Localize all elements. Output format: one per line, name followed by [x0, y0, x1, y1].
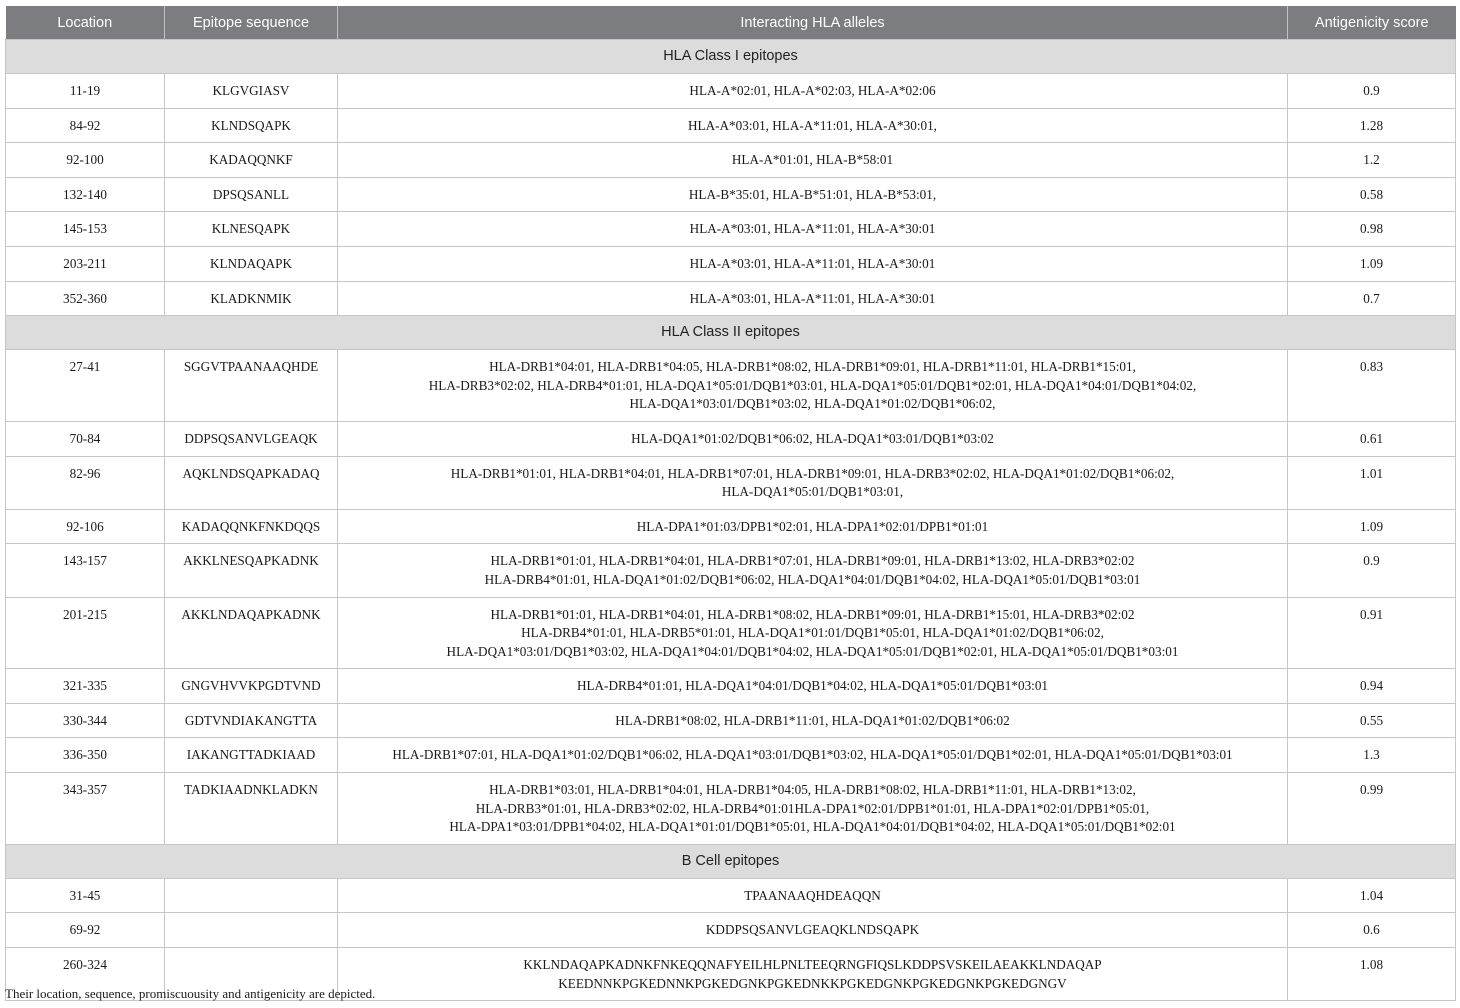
cell-sequence: KADAQQNKF — [165, 143, 338, 178]
allele-line: HLA-DQA1*01:02/DQB1*06:02, HLA-DQA1*03:01/DQB1*03:02 — [631, 430, 994, 446]
cell-sequence: AQKLNDSQAPKADAQ — [165, 456, 338, 509]
cell-location: 31-45 — [6, 878, 165, 913]
cell-alleles — [338, 74, 1288, 109]
cell-alleles — [338, 108, 1288, 143]
cell-sequence: DDPSQSANVLGEAQK — [165, 421, 338, 456]
table-row — [6, 913, 1456, 948]
table-row — [6, 509, 1456, 544]
cell-score: 0.9 — [1288, 74, 1456, 109]
cell-location: 330-344 — [6, 703, 165, 738]
cell-score: 1.2 — [1288, 143, 1456, 178]
cell-score: 0.7 — [1288, 281, 1456, 316]
cell-score: 1.28 — [1288, 108, 1456, 143]
cell-score: 0.58 — [1288, 177, 1456, 212]
cell-score: 0.61 — [1288, 421, 1456, 456]
cell-score: 0.99 — [1288, 773, 1456, 845]
cell-sequence: KLNDSQAPK — [165, 108, 338, 143]
cell-sequence: GDTVNDIAKANGTTA — [165, 703, 338, 738]
table-row — [6, 246, 1456, 281]
allele-line: HLA-DRB1*01:01, HLA-DRB1*04:01, HLA-DRB1*08:02, HLA-DRB1*09:01, HLA-DRB1*15:01, HLA-DRB3*02:02 — [490, 606, 1135, 622]
cell-location: 69-92 — [6, 913, 165, 948]
cell-location: 336-350 — [6, 738, 165, 773]
allele-line: HLA-DPA1*01:03/DPB1*02:01, HLA-DPA1*02:01/DPB1*01:01 — [636, 518, 989, 534]
cell-location: 352-360 — [6, 281, 165, 316]
section-row — [6, 316, 1456, 350]
section-title: HLA Class I epitopes — [6, 40, 1456, 74]
cell-score: 0.6 — [1288, 913, 1456, 948]
allele-line: HLA-DRB1*04:01, HLA-DRB1*04:05, HLA-DRB1*08:02, HLA-DRB1*09:01, HLA-DRB1*11:01, HLA-DRB1*15:01, — [489, 359, 1136, 375]
table-row — [6, 350, 1456, 422]
allele-line: HLA-DQA1*05:01/DQB1*03:01, — [721, 484, 904, 500]
table-row — [6, 177, 1456, 212]
cell-alleles — [338, 948, 1288, 1001]
cell-alleles — [338, 597, 1288, 669]
cell-location: 11-19 — [6, 74, 165, 109]
allele-line: HLA-DQA1*03:01/DQB1*03:02, HLA-DQA1*04:01/DQB1*04:02, HLA-DQA1*05:01/DQB1*02:01, HLA-DQA1*05:01/DQB1*03:01 — [446, 643, 1179, 659]
allele-line: HLA-A*01:01, HLA-B*58:01 — [731, 152, 894, 168]
cell-alleles — [338, 669, 1288, 704]
cell-sequence: IAKANGTTADKIAAD — [165, 738, 338, 773]
header-sequence: Epitope sequence — [165, 6, 338, 40]
table-row — [6, 456, 1456, 509]
cell-alleles — [338, 878, 1288, 913]
cell-score: 0.83 — [1288, 350, 1456, 422]
cell-sequence: SGGVTPAANAAQHDE — [165, 350, 338, 422]
cell-sequence — [165, 913, 338, 948]
cell-location: 27-41 — [6, 350, 165, 422]
cell-sequence: KLGVGIASV — [165, 74, 338, 109]
cell-sequence: AKKLNESQAPKADNK — [165, 544, 338, 597]
cell-alleles — [338, 212, 1288, 247]
cell-sequence: KLADKNMIK — [165, 281, 338, 316]
table-body — [6, 40, 1456, 1001]
allele-line: HLA-B*35:01, HLA-B*51:01, HLA-B*53:01, — [688, 186, 937, 202]
cell-score: 0.91 — [1288, 597, 1456, 669]
table-row — [6, 143, 1456, 178]
table-row — [6, 738, 1456, 773]
table-row — [6, 281, 1456, 316]
cell-score: 0.9 — [1288, 544, 1456, 597]
epitope-table — [5, 6, 1456, 1001]
allele-line: KKLNDAQAPKADNKFNKEQQNAFYEILHLPNLTEEQRNGFIQSLKDDPSVSKEILAEAKKLNDAQAP — [523, 957, 1102, 973]
cell-alleles — [338, 421, 1288, 456]
cell-alleles — [338, 350, 1288, 422]
table-header — [6, 6, 1456, 40]
allele-line: KDDPSQSANVLGEAQKLNDSQAPK — [705, 922, 920, 938]
cell-sequence: TADKIAADNKLADKN — [165, 773, 338, 845]
allele-line: HLA-DPA1*03:01/DPB1*04:02, HLA-DQA1*01:01/DQB1*05:01, HLA-DQA1*04:01/DQB1*04:02, HLA-DQA1*05:01/DQB1*02:01 — [449, 819, 1176, 835]
table-row — [6, 421, 1456, 456]
allele-line: HLA-A*03:01, HLA-A*11:01, HLA-A*30:01, — [688, 117, 937, 133]
section-row — [6, 844, 1456, 878]
section-title: B Cell epitopes — [6, 844, 1456, 878]
cell-location: 203-211 — [6, 246, 165, 281]
epitope-table-container — [5, 6, 1455, 1001]
cell-alleles — [338, 246, 1288, 281]
allele-line: HLA-DRB1*01:01, HLA-DRB1*04:01, HLA-DRB1*07:01, HLA-DRB1*09:01, HLA-DRB3*02:02, HLA-DQA1*01:02/DQB1*06:02, — [450, 465, 1175, 481]
cell-score: 0.55 — [1288, 703, 1456, 738]
header-score: Antigenicity score — [1288, 6, 1456, 40]
allele-line: HLA-DRB3*01:01, HLA-DRB3*02:02, HLA-DRB4*01:01HLA-DPA1*02:01/DPB1*01:01, HLA-DPA1*02:01/DPB1*05:01, — [475, 800, 1150, 816]
cell-sequence: DPSQSANLL — [165, 177, 338, 212]
cell-alleles — [338, 281, 1288, 316]
cell-score: 1.3 — [1288, 738, 1456, 773]
allele-line: HLA-DRB1*03:01, HLA-DRB1*04:01, HLA-DRB1*04:05, HLA-DRB1*08:02, HLA-DRB1*11:01, HLA-DRB1*13:02, — [489, 782, 1136, 798]
allele-line: HLA-DRB4*01:01, HLA-DQA1*04:01/DQB1*04:02, HLA-DQA1*05:01/DQB1*03:01 — [576, 678, 1049, 694]
cell-alleles — [338, 143, 1288, 178]
cell-alleles — [338, 913, 1288, 948]
table-row — [6, 108, 1456, 143]
header-alleles: Interacting HLA alleles — [338, 6, 1288, 40]
cell-score: 1.01 — [1288, 456, 1456, 509]
table-row — [6, 597, 1456, 669]
allele-line: HLA-DRB3*02:02, HLA-DRB4*01:01, HLA-DQA1*05:01/DQB1*03:01, HLA-DQA1*05:01/DQB1*02:01, HLA-DQA1*04:01/DQB1*04:02, — [428, 377, 1197, 393]
table-row — [6, 544, 1456, 597]
cell-alleles — [338, 703, 1288, 738]
allele-line: HLA-DRB4*01:01, HLA-DRB5*01:01, HLA-DQA1*01:01/DQB1*05:01, HLA-DQA1*01:02/DQB1*06:02, — [521, 625, 1104, 641]
cell-score: 1.09 — [1288, 509, 1456, 544]
cell-location: 201-215 — [6, 597, 165, 669]
allele-line: HLA-DRB1*08:02, HLA-DRB1*11:01, HLA-DQA1*01:02/DQB1*06:02 — [615, 712, 1010, 728]
cell-location: 343-357 — [6, 773, 165, 845]
cell-location: 145-153 — [6, 212, 165, 247]
cell-sequence — [165, 878, 338, 913]
cell-score: 1.04 — [1288, 878, 1456, 913]
cell-sequence: KLNDAQAPK — [165, 246, 338, 281]
cell-location: 84-92 — [6, 108, 165, 143]
cell-alleles — [338, 177, 1288, 212]
allele-line: HLA-DRB1*01:01, HLA-DRB1*04:01, HLA-DRB1*07:01, HLA-DRB1*09:01, HLA-DRB1*13:02, HLA-DRB3*02:02 — [490, 553, 1135, 569]
header-location: Location — [6, 6, 165, 40]
cell-alleles — [338, 509, 1288, 544]
allele-line: HLA-DRB4*01:01, HLA-DQA1*01:02/DQB1*06:02, HLA-DQA1*04:01/DQB1*04:02, HLA-DQA1*05:01/DQB1*03:01 — [484, 571, 1141, 587]
cell-alleles — [338, 738, 1288, 773]
cell-location: 321-335 — [6, 669, 165, 704]
table-row — [6, 669, 1456, 704]
cell-sequence: KADAQQNKFNKDQQS — [165, 509, 338, 544]
allele-line: KEEDNNKPGKEDNNKPGKEDGNKPGKEDNKKPGKEDGNKPGKEDGNKPGKEDGNGV — [558, 975, 1067, 991]
cell-location: 92-100 — [6, 143, 165, 178]
section-title: HLA Class II epitopes — [6, 316, 1456, 350]
table-row — [6, 212, 1456, 247]
cell-sequence: AKKLNDAQAPKADNK — [165, 597, 338, 669]
allele-line: HLA-A*02:01, HLA-A*02:03, HLA-A*02:06 — [689, 83, 936, 98]
table-row — [6, 703, 1456, 738]
cell-score: 0.98 — [1288, 212, 1456, 247]
cell-location: 260-324 — [6, 948, 165, 1001]
cell-score: 0.94 — [1288, 669, 1456, 704]
cell-alleles — [338, 456, 1288, 509]
cell-alleles — [338, 544, 1288, 597]
allele-line: HLA-A*03:01, HLA-A*11:01, HLA-A*30:01 — [689, 290, 936, 306]
cell-sequence: KLNESQAPK — [165, 212, 338, 247]
cell-score: 1.09 — [1288, 246, 1456, 281]
table-row — [6, 74, 1456, 109]
cell-alleles — [338, 773, 1288, 845]
table-row — [6, 773, 1456, 845]
allele-line: HLA-DRB1*07:01, HLA-DQA1*01:02/DQB1*06:02, HLA-DQA1*03:01/DQB1*03:02, HLA-DQA1*05:01/DQB1*02:01, HLA-DQA1*05:01/DQB1*03:01 — [392, 747, 1233, 763]
cell-location: 132-140 — [6, 177, 165, 212]
cell-location: 92-106 — [6, 509, 165, 544]
allele-line: HLA-DQA1*03:01/DQB1*03:02, HLA-DQA1*01:02/DQB1*06:02, — [629, 396, 996, 412]
section-row — [6, 40, 1456, 74]
table-footnote: Their location, sequence, promiscuousity and antigenicity are depicted. — [5, 986, 376, 1001]
cell-location: 143-157 — [6, 544, 165, 597]
cell-score: 1.08 — [1288, 948, 1456, 1001]
table-row — [6, 878, 1456, 913]
allele-line: HLA-A*03:01, HLA-A*11:01, HLA-A*30:01 — [689, 221, 936, 237]
cell-location: 82-96 — [6, 456, 165, 509]
allele-line: TPAANAAQHDEAQQN — [744, 887, 881, 903]
cell-location: 70-84 — [6, 421, 165, 456]
cell-sequence: GNGVHVVKPGDTVND — [165, 669, 338, 704]
allele-line: HLA-A*03:01, HLA-A*11:01, HLA-A*30:01 — [689, 255, 936, 271]
